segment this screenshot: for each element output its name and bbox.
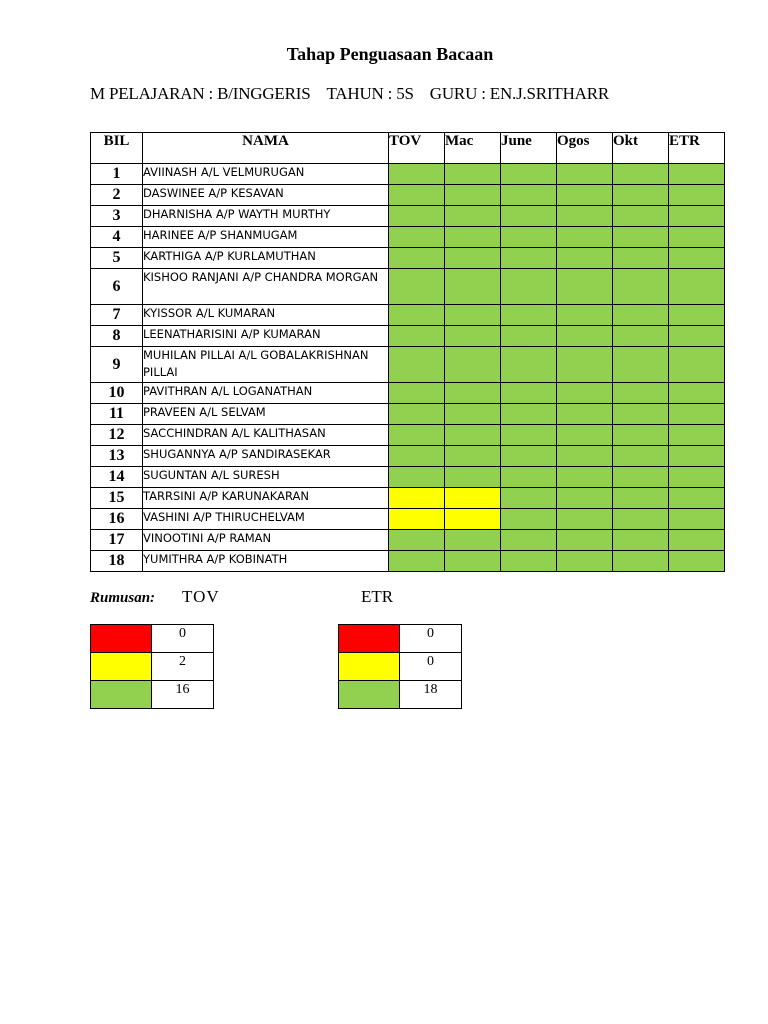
level-cell-june xyxy=(501,305,557,326)
level-cell-mac xyxy=(445,347,501,383)
student-name: DHARNISHA A/P WAYTH MURTHY xyxy=(143,206,389,227)
etr-summary-table xyxy=(338,624,462,709)
row-number: 7 xyxy=(91,305,143,326)
table-row xyxy=(91,326,725,347)
header-etr: ETR xyxy=(669,133,725,164)
level-cell-mac xyxy=(445,185,501,206)
student-name: SACCHINDRAN A/L KALITHASAN xyxy=(143,425,389,446)
level-cell-june xyxy=(501,509,557,530)
table-row xyxy=(91,404,725,425)
row-number: 2 xyxy=(91,185,143,206)
level-cell-mac xyxy=(445,425,501,446)
level-cell-mac xyxy=(445,206,501,227)
level-cell-tov xyxy=(389,164,445,185)
level-cell-mac xyxy=(445,530,501,551)
header-tov: TOV xyxy=(389,133,445,164)
student-name: PAVITHRAN A/L LOGANATHAN xyxy=(143,383,389,404)
student-name: KISHOO RANJANI A/P CHANDRA MORGAN xyxy=(143,269,389,305)
color-swatch xyxy=(91,653,152,681)
level-cell-june xyxy=(501,248,557,269)
level-cell-okt xyxy=(613,404,669,425)
level-cell-ogos xyxy=(557,488,613,509)
level-cell-tov xyxy=(389,488,445,509)
summary-tov-label: TOV xyxy=(182,587,220,606)
level-cell-tov xyxy=(389,185,445,206)
level-cell-june xyxy=(501,404,557,425)
level-cell-etr xyxy=(669,248,725,269)
level-cell-june xyxy=(501,347,557,383)
level-cell-okt xyxy=(613,269,669,305)
level-cell-june xyxy=(501,185,557,206)
row-number: 18 xyxy=(91,551,143,572)
summary-row xyxy=(339,653,462,681)
year-label: TAHUN : 5S xyxy=(326,84,414,103)
header-meta xyxy=(90,84,625,104)
summary-count: 16 xyxy=(152,681,214,709)
summary-etr-label: ETR xyxy=(361,587,394,606)
level-cell-okt xyxy=(613,446,669,467)
level-cell-ogos xyxy=(557,305,613,326)
color-swatch xyxy=(339,681,400,709)
row-number: 1 xyxy=(91,164,143,185)
student-name: VASHINI A/P THIRUCHELVAM xyxy=(143,509,389,530)
level-cell-june xyxy=(501,425,557,446)
level-cell-ogos xyxy=(557,467,613,488)
summary-row xyxy=(91,681,214,709)
level-cell-okt xyxy=(613,383,669,404)
row-number: 16 xyxy=(91,509,143,530)
level-cell-okt xyxy=(613,326,669,347)
level-cell-tov xyxy=(389,530,445,551)
summary-row xyxy=(339,681,462,709)
student-name: YUMITHRA A/P KOBINATH xyxy=(143,551,389,572)
table-row xyxy=(91,551,725,572)
level-cell-june xyxy=(501,530,557,551)
level-cell-ogos xyxy=(557,248,613,269)
reading-level-table xyxy=(90,132,725,572)
header-bil: BIL xyxy=(91,133,143,164)
level-cell-mac xyxy=(445,509,501,530)
level-cell-mac xyxy=(445,305,501,326)
table-row xyxy=(91,383,725,404)
level-cell-okt xyxy=(613,530,669,551)
level-cell-tov xyxy=(389,326,445,347)
level-cell-etr xyxy=(669,509,725,530)
level-cell-tov xyxy=(389,227,445,248)
level-cell-tov xyxy=(389,404,445,425)
level-cell-june xyxy=(501,326,557,347)
level-cell-mac xyxy=(445,467,501,488)
level-cell-ogos xyxy=(557,383,613,404)
level-cell-ogos xyxy=(557,227,613,248)
table-row xyxy=(91,530,725,551)
level-cell-ogos xyxy=(557,206,613,227)
level-cell-june xyxy=(501,383,557,404)
student-name: SHUGANNYA A/P SANDIRASEKAR xyxy=(143,446,389,467)
header-mac: Mac xyxy=(445,133,501,164)
table-row xyxy=(91,305,725,326)
level-cell-mac xyxy=(445,164,501,185)
row-number: 12 xyxy=(91,425,143,446)
table-row xyxy=(91,269,725,305)
row-number: 4 xyxy=(91,227,143,248)
student-name: TARRSINI A/P KARUNAKARAN xyxy=(143,488,389,509)
level-cell-okt xyxy=(613,467,669,488)
table-row xyxy=(91,446,725,467)
level-cell-okt xyxy=(613,305,669,326)
student-name: SUGUNTAN A/L SURESH xyxy=(143,467,389,488)
level-cell-mac xyxy=(445,227,501,248)
level-cell-ogos xyxy=(557,425,613,446)
summary-row xyxy=(91,653,214,681)
level-cell-okt xyxy=(613,347,669,383)
level-cell-okt xyxy=(613,227,669,248)
table-row xyxy=(91,467,725,488)
level-cell-okt xyxy=(613,206,669,227)
level-cell-june xyxy=(501,227,557,248)
level-cell-etr xyxy=(669,185,725,206)
student-name: PRAVEEN A/L SELVAM xyxy=(143,404,389,425)
level-cell-etr xyxy=(669,383,725,404)
color-swatch xyxy=(91,625,152,653)
summary-count: 0 xyxy=(152,625,214,653)
level-cell-ogos xyxy=(557,404,613,425)
page-title: Tahap Penguasaan Bacaan xyxy=(286,44,494,64)
row-number: 9 xyxy=(91,347,143,383)
level-cell-june xyxy=(501,551,557,572)
table-row xyxy=(91,425,725,446)
level-cell-tov xyxy=(389,383,445,404)
level-cell-mac xyxy=(445,383,501,404)
row-number: 15 xyxy=(91,488,143,509)
row-number: 8 xyxy=(91,326,143,347)
level-cell-etr xyxy=(669,425,725,446)
table-row xyxy=(91,164,725,185)
summary-count: 0 xyxy=(400,653,462,681)
level-cell-tov xyxy=(389,446,445,467)
header-june: June xyxy=(501,133,557,164)
level-cell-june xyxy=(501,467,557,488)
level-cell-okt xyxy=(613,164,669,185)
level-cell-etr xyxy=(669,347,725,383)
level-cell-etr xyxy=(669,467,725,488)
level-cell-okt xyxy=(613,248,669,269)
level-cell-ogos xyxy=(557,269,613,305)
level-cell-ogos xyxy=(557,530,613,551)
level-cell-june xyxy=(501,269,557,305)
row-number: 6 xyxy=(91,269,143,305)
level-cell-june xyxy=(501,206,557,227)
level-cell-tov xyxy=(389,248,445,269)
level-cell-mac xyxy=(445,551,501,572)
level-cell-etr xyxy=(669,305,725,326)
level-cell-etr xyxy=(669,227,725,248)
student-name: KARTHIGA A/P KURLAMUTHAN xyxy=(143,248,389,269)
row-number: 14 xyxy=(91,467,143,488)
level-cell-june xyxy=(501,446,557,467)
level-cell-mac xyxy=(445,446,501,467)
summary-row xyxy=(91,625,214,653)
color-swatch xyxy=(339,653,400,681)
table-row xyxy=(91,509,725,530)
summary-label: Rumusan: xyxy=(90,590,156,606)
table-row xyxy=(91,185,725,206)
level-cell-etr xyxy=(669,488,725,509)
level-cell-etr xyxy=(669,530,725,551)
level-cell-okt xyxy=(613,425,669,446)
student-name: DASWINEE A/P KESAVAN xyxy=(143,185,389,206)
subject-label: M PELAJARAN : B/INGGERIS xyxy=(90,84,311,103)
row-number: 3 xyxy=(91,206,143,227)
table-row xyxy=(91,347,725,383)
level-cell-june xyxy=(501,488,557,509)
level-cell-etr xyxy=(669,404,725,425)
level-cell-etr xyxy=(669,206,725,227)
level-cell-mac xyxy=(445,404,501,425)
level-cell-ogos xyxy=(557,185,613,206)
level-cell-mac xyxy=(445,248,501,269)
level-cell-mac xyxy=(445,326,501,347)
student-name: KYISSOR A/L KUMARAN xyxy=(143,305,389,326)
level-cell-tov xyxy=(389,206,445,227)
level-cell-okt xyxy=(613,509,669,530)
table-row xyxy=(91,488,725,509)
level-cell-mac xyxy=(445,269,501,305)
table-row xyxy=(91,206,725,227)
teacher-label: GURU : EN.J.SRITHARR xyxy=(429,84,610,103)
summary-count: 18 xyxy=(400,681,462,709)
level-cell-tov xyxy=(389,551,445,572)
level-cell-etr xyxy=(669,551,725,572)
student-name: LEENATHARISINI A/P KUMARAN xyxy=(143,326,389,347)
level-cell-etr xyxy=(669,269,725,305)
level-cell-ogos xyxy=(557,446,613,467)
summary-row xyxy=(339,625,462,653)
level-cell-ogos xyxy=(557,551,613,572)
level-cell-ogos xyxy=(557,509,613,530)
color-swatch xyxy=(91,681,152,709)
level-cell-okt xyxy=(613,185,669,206)
table-row xyxy=(91,227,725,248)
level-cell-etr xyxy=(669,326,725,347)
level-cell-okt xyxy=(613,488,669,509)
tov-summary-table xyxy=(90,624,214,709)
row-number: 13 xyxy=(91,446,143,467)
level-cell-etr xyxy=(669,164,725,185)
student-name: AVIINASH A/L VELMURUGAN xyxy=(143,164,389,185)
summary-count: 0 xyxy=(400,625,462,653)
level-cell-tov xyxy=(389,347,445,383)
level-cell-etr xyxy=(669,446,725,467)
color-swatch xyxy=(339,625,400,653)
level-cell-ogos xyxy=(557,326,613,347)
summary-count: 2 xyxy=(152,653,214,681)
table-header-row xyxy=(91,133,725,164)
level-cell-mac xyxy=(445,488,501,509)
row-number: 17 xyxy=(91,530,143,551)
level-cell-ogos xyxy=(557,347,613,383)
level-cell-okt xyxy=(613,551,669,572)
level-cell-tov xyxy=(389,509,445,530)
row-number: 5 xyxy=(91,248,143,269)
row-number: 11 xyxy=(91,404,143,425)
level-cell-tov xyxy=(389,269,445,305)
level-cell-tov xyxy=(389,467,445,488)
header-ogos: Ogos xyxy=(557,133,613,164)
student-name: VINOOTINI A/P RAMAN xyxy=(143,530,389,551)
header-okt: Okt xyxy=(613,133,669,164)
level-cell-tov xyxy=(389,425,445,446)
level-cell-tov xyxy=(389,305,445,326)
table-row xyxy=(91,248,725,269)
header-nama: NAMA xyxy=(143,133,389,164)
row-number: 10 xyxy=(91,383,143,404)
level-cell-ogos xyxy=(557,164,613,185)
student-name: HARINEE A/P SHANMUGAM xyxy=(143,227,389,248)
level-cell-june xyxy=(501,164,557,185)
student-name: MUHILAN PILLAI A/L GOBALAKRISHNAN PILLAI xyxy=(143,347,389,383)
